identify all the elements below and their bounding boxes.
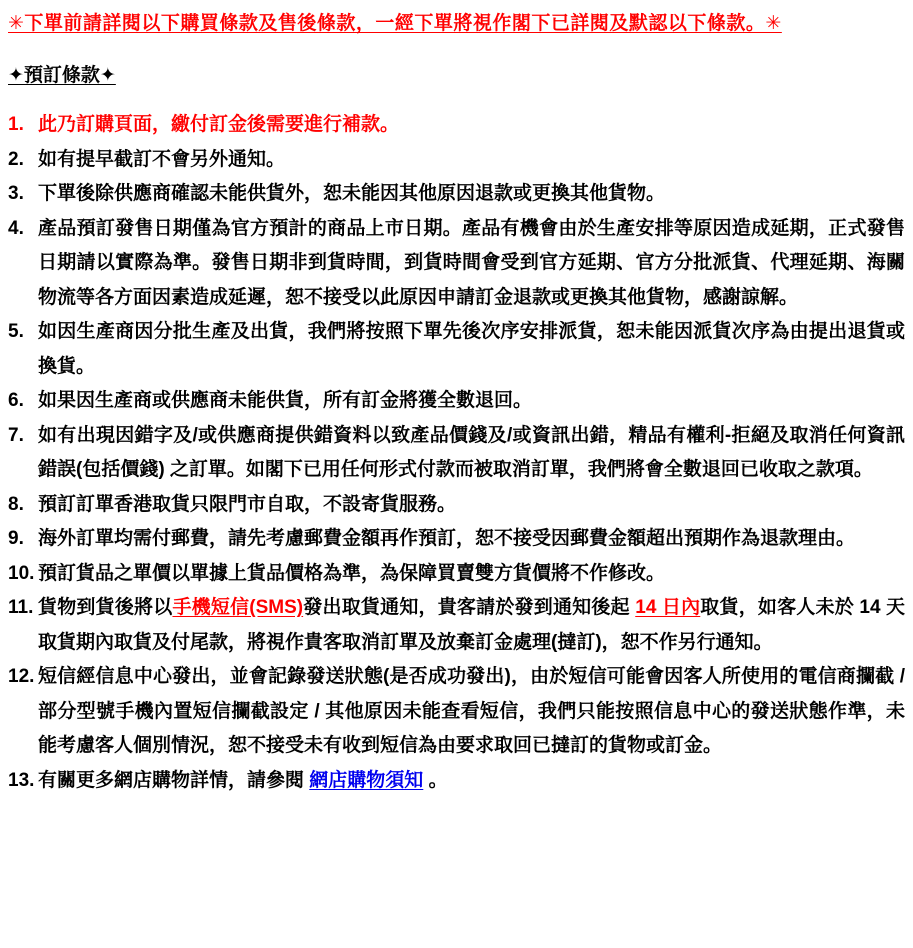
term-number: 9.: [8, 528, 24, 549]
term-item-7: [8, 419, 905, 488]
term-number: 1.: [8, 114, 24, 135]
shop-guide-link[interactable]: 網店購物須知: [309, 769, 424, 791]
term-number: 3.: [8, 183, 24, 204]
term-item-6: [8, 384, 905, 419]
term-text: [38, 591, 905, 660]
term-number: 12.: [8, 666, 35, 687]
term-text: 產品預訂發售日期僅為官方預計的商品上市日期。產品有機會由於生產安排等原因造成延期，正式發售日期請以實際為準。發售日期非到貨時間，到貨時間會受到官方延期、官方分批派貨、代理延期、海關物流等各方面因素造成延遲，恕不接受以此原因申請訂金退款或更換其他貨物，感謝諒解。: [38, 217, 905, 308]
term-text: 短信經信息中心發出，並會記錄發送狀態(是否成功發出)，由於短信可能會因客人所使用的電信商攔截 / 部分型號手機內置短信攔截設定 / 其他原因未能查看短信，我們只能按照信息中心的發送狀態作準，未能考慮客人個別情況，恕不接受未有收到短信為由要求取回已撻訂的貨物或訂金。: [38, 666, 905, 756]
term-number: 8.: [8, 493, 24, 515]
term-text: 如有出現因錯字及/或供應商提供錯資料以致產品價錢及/或資訊出錯，精品有權利-拒絕及取消任何資訊錯誤(包括價錢) 之訂單。如閣下已用任何形式付款而被取消訂單，我們將會全數退回已收取之款項。: [38, 424, 905, 480]
term-number: 5.: [8, 321, 24, 342]
term-text: 如有提早截訂不會另外通知。: [38, 148, 286, 170]
term-number: 2.: [8, 148, 24, 170]
term-text: 此乃訂購頁面，繳付訂金後需要進行補款。: [38, 114, 400, 135]
sms-notice-highlight: 手機短信(SMS): [172, 597, 304, 618]
term-item-9: [8, 522, 905, 557]
term-number: 13.: [8, 769, 35, 791]
purchase-notice: ✳下單前請詳閱以下購買條款及售後條款，一經下單將視作閣下已詳閱及默認以下條款。✳: [8, 13, 782, 34]
term-item-5: [8, 315, 905, 384]
term-text: 預訂訂單香港取貨只限門市自取，不設寄貨服務。: [38, 493, 457, 515]
terms-list: [8, 108, 905, 798]
term-item-12: [8, 660, 905, 764]
term-number: 6.: [8, 390, 24, 411]
term-text-segment: 貨物到貨後將以: [38, 597, 173, 618]
term-text: 如果因生產商或供應商未能供貨，所有訂金將獲全數退回。: [38, 390, 533, 411]
pickup-deadline-highlight: 14 日內: [635, 597, 701, 618]
term-item-8: [8, 488, 905, 523]
term-text: 海外訂單均需付郵費，請先考慮郵費金額再作預訂，恕不接受因郵費金額超出預期作為退款理由。: [38, 528, 856, 549]
term-text: 下單後除供應商確認未能供貨外，恕未能因其他原因退款或更換其他貨物。: [38, 183, 666, 204]
term-item-11: [8, 591, 905, 660]
term-number: 7.: [8, 424, 24, 446]
term-text-segment: 發出取貨通知，貴客請於發到通知後起: [303, 597, 636, 618]
term-number: 11.: [8, 597, 34, 618]
term-text: [38, 764, 905, 799]
term-text: 預訂貨品之單價以單據上貨品價格為準，為保障買賣雙方貨價將不作修改。: [38, 562, 666, 584]
term-item-2: [8, 143, 905, 178]
term-number: 10.: [8, 562, 35, 584]
term-item-1: [8, 108, 905, 143]
term-number: 4.: [8, 217, 24, 239]
term-item-10: [8, 557, 905, 592]
preorder-terms-heading: ✦預訂條款✦: [8, 65, 116, 86]
term-text: 如因生產商因分批生產及出貨，我們將按照下單先後次序安排派貨，恕未能因派貨次序為由提出退貨或換貨。: [38, 321, 905, 377]
term-item-13: [8, 764, 905, 799]
term-text-segment: 取貨，如客人未於 14 天取貨期內取貨及付尾款，將視作貴客取消訂單及放棄訂金處理(撻訂)，恕不作另行通知。: [38, 597, 906, 653]
term-text-segment: 有關更多網店購物詳情，請參閱: [38, 769, 310, 791]
term-text-segment: 。: [423, 769, 448, 791]
term-item-4: [8, 212, 905, 316]
term-item-3: [8, 177, 905, 212]
